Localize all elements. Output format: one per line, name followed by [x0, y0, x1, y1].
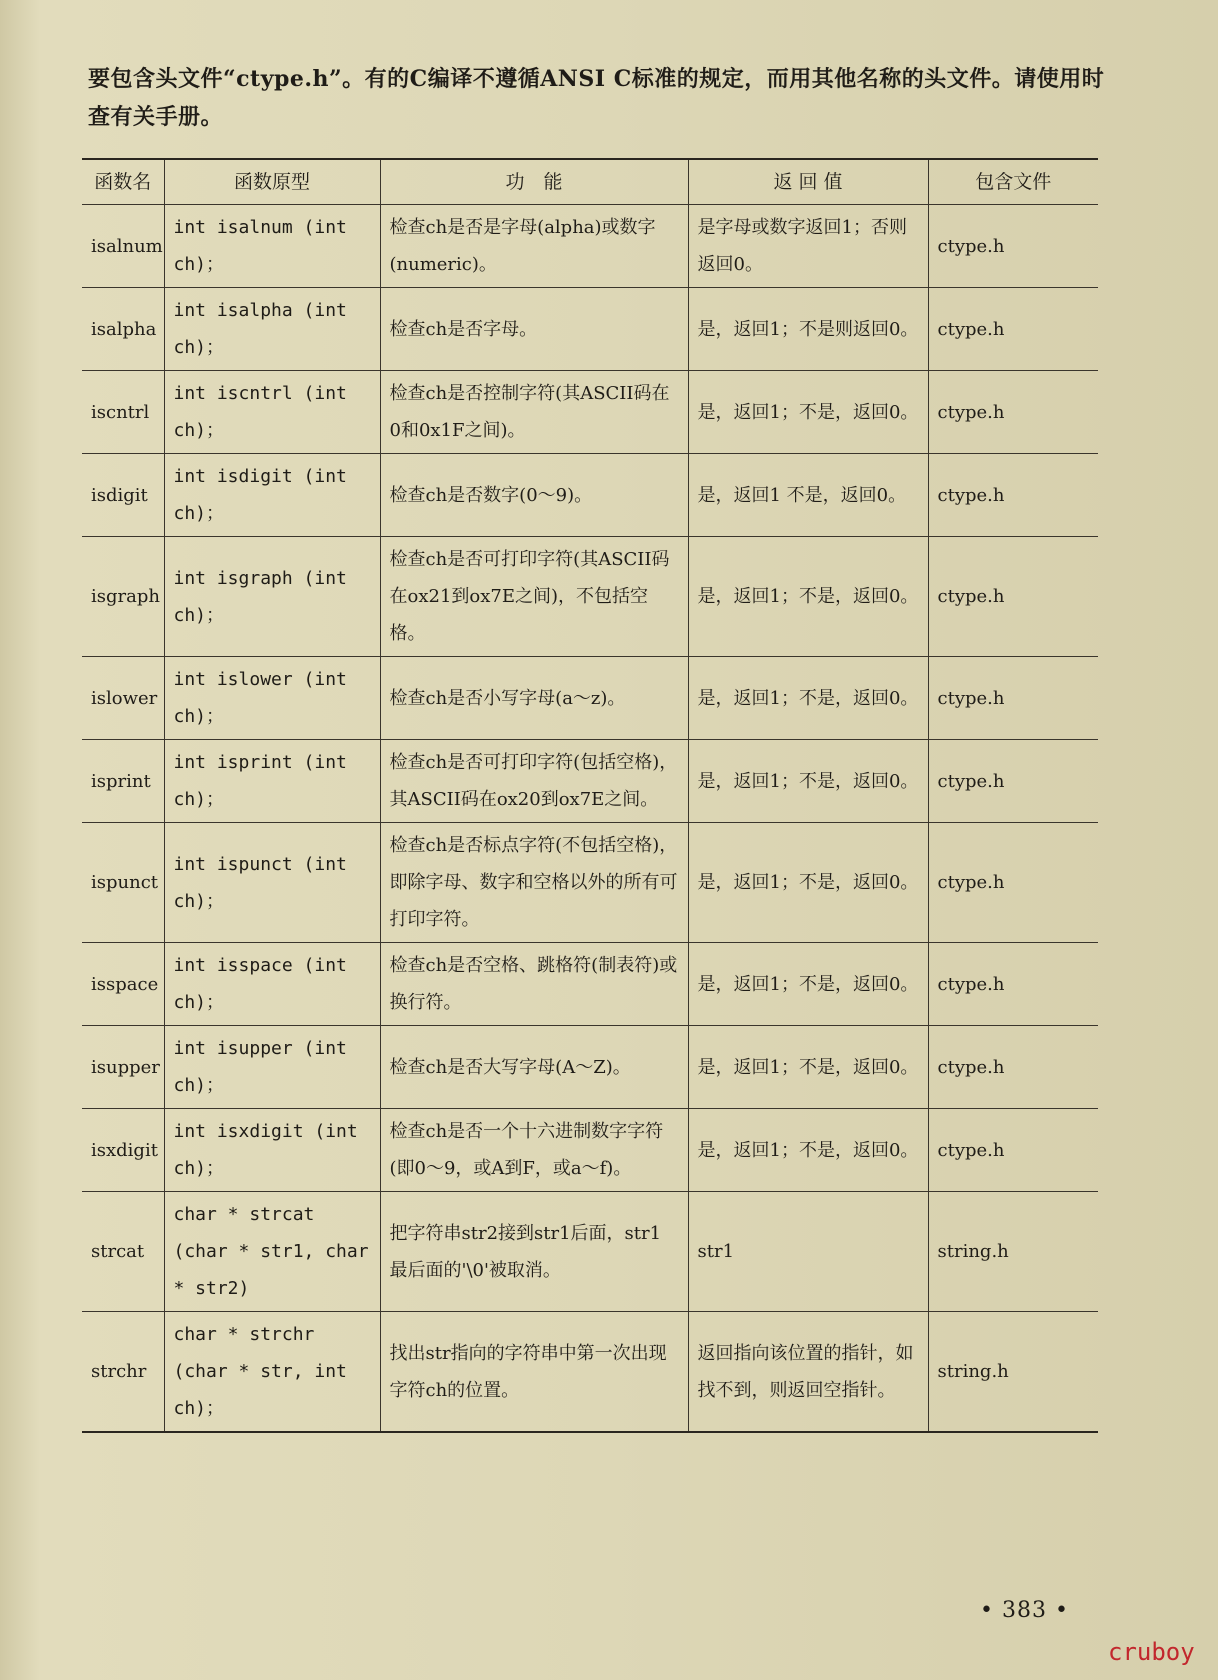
table-row [82, 943, 1098, 1026]
include-cell: ctype.h [928, 371, 1098, 454]
prototype-cell: int isgraph (int ch)； [164, 537, 380, 657]
return-cell: 是，返回1；不是，返回0。 [688, 371, 928, 454]
prototype-cell: int ispunct (int ch)； [164, 823, 380, 943]
return-cell: 是，返回1；不是，返回0。 [688, 823, 928, 943]
header-include: 包含文件 [928, 159, 1098, 205]
watermark: cruboy [1108, 1638, 1195, 1666]
table-row [82, 1109, 1098, 1192]
table-header-row [82, 159, 1098, 205]
description-cell: 检查ch是否小写字母(a～z)。 [380, 657, 688, 740]
include-cell: ctype.h [928, 288, 1098, 371]
prototype-cell: char * strcat (char * str1, char * str2) [164, 1192, 380, 1312]
description-cell: 检查ch是否字母。 [380, 288, 688, 371]
function-name-cell: isupper [82, 1026, 164, 1109]
return-cell: 是，返回1；不是，返回0。 [688, 943, 928, 1026]
prototype-cell: int isupper (int ch)； [164, 1026, 380, 1109]
include-cell: ctype.h [928, 205, 1098, 288]
return-cell: 是，返回1；不是，返回0。 [688, 1026, 928, 1109]
function-name-cell: strcat [82, 1192, 164, 1312]
function-name-cell: iscntrl [82, 371, 164, 454]
table-row [82, 205, 1098, 288]
function-name-cell: strchr [82, 1312, 164, 1433]
table-row [82, 537, 1098, 657]
function-name-cell: isdigit [82, 454, 164, 537]
header-function: 功 能 [380, 159, 688, 205]
function-name-cell: isalpha [82, 288, 164, 371]
function-table [82, 158, 1098, 1433]
description-cell: 检查ch是否控制字符(其ASCII码在0和0x1F之间)。 [380, 371, 688, 454]
include-cell: ctype.h [928, 1109, 1098, 1192]
description-cell: 把字符串str2接到str1后面，str1最后面的'\0'被取消。 [380, 1192, 688, 1312]
return-cell: 是，返回1；不是，返回0。 [688, 657, 928, 740]
table-row [82, 454, 1098, 537]
description-cell: 检查ch是否空格、跳格符(制表符)或换行符。 [380, 943, 688, 1026]
prototype-cell: int isxdigit (int ch)； [164, 1109, 380, 1192]
prototype-cell: int isprint (int ch)； [164, 740, 380, 823]
return-cell: 是，返回1；不是，返回0。 [688, 740, 928, 823]
function-name-cell: islower [82, 657, 164, 740]
return-cell: 是，返回1；不是，返回0。 [688, 537, 928, 657]
table-row [82, 371, 1098, 454]
return-cell: 是，返回1；不是，返回0。 [688, 1109, 928, 1192]
prototype-cell: int isspace (int ch)； [164, 943, 380, 1026]
header-return: 返 回 值 [688, 159, 928, 205]
description-cell: 检查ch是否是字母(alpha)或数字(numeric)。 [380, 205, 688, 288]
intro-paragraph: 要包含头文件“ctype.h”。有的C编译不遵循ANSI C标准的规定，而用其他名称的头文件。请使用时查有关手册。 [88, 66, 1105, 130]
description-cell: 检查ch是否大写字母(A～Z)。 [380, 1026, 688, 1109]
prototype-cell: char * strchr (char * str, int ch)； [164, 1312, 380, 1433]
description-cell: 检查ch是否标点字符(不包括空格)，即除字母、数字和空格以外的所有可打印字符。 [380, 823, 688, 943]
table-row [82, 657, 1098, 740]
header-prototype: 函数原型 [164, 159, 380, 205]
function-name-cell: isspace [82, 943, 164, 1026]
description-cell: 检查ch是否可打印字符(其ASCII码在ox21到ox7E之间)，不包括空格。 [380, 537, 688, 657]
table-row [82, 1192, 1098, 1312]
include-cell: string.h [928, 1312, 1098, 1433]
table-row [82, 1312, 1098, 1433]
header-function-name: 函数名 [82, 159, 164, 205]
return-cell: 是，返回1；不是则返回0。 [688, 288, 928, 371]
table-row [82, 740, 1098, 823]
include-cell: ctype.h [928, 1026, 1098, 1109]
prototype-cell: int isdigit (int ch)； [164, 454, 380, 537]
return-cell: str1 [688, 1192, 928, 1312]
return-cell: 是，返回1 不是，返回0。 [688, 454, 928, 537]
description-cell: 找出str指向的字符串中第一次出现字符ch的位置。 [380, 1312, 688, 1433]
page-number: • 383 • [980, 1598, 1069, 1623]
return-cell: 返回指向该位置的指针，如找不到，则返回空指针。 [688, 1312, 928, 1433]
description-cell: 检查ch是否数字(0～9)。 [380, 454, 688, 537]
include-cell: string.h [928, 1192, 1098, 1312]
include-cell: ctype.h [928, 823, 1098, 943]
include-cell: ctype.h [928, 740, 1098, 823]
include-cell: ctype.h [928, 943, 1098, 1026]
prototype-cell: int iscntrl (int ch)； [164, 371, 380, 454]
table-row [82, 1026, 1098, 1109]
prototype-cell: int isalnum (int ch)； [164, 205, 380, 288]
include-cell: ctype.h [928, 454, 1098, 537]
prototype-cell: int isalpha (int ch)； [164, 288, 380, 371]
function-name-cell: ispunct [82, 823, 164, 943]
table-row [82, 288, 1098, 371]
function-name-cell: isxdigit [82, 1109, 164, 1192]
prototype-cell: int islower (int ch)； [164, 657, 380, 740]
function-name-cell: isalnum [82, 205, 164, 288]
return-cell: 是字母或数字返回1；否则返回0。 [688, 205, 928, 288]
include-cell: ctype.h [928, 537, 1098, 657]
function-name-cell: isgraph [82, 537, 164, 657]
table-row [82, 823, 1098, 943]
description-cell: 检查ch是否可打印字符(包括空格)，其ASCII码在ox20到ox7E之间。 [380, 740, 688, 823]
include-cell: ctype.h [928, 657, 1098, 740]
function-name-cell: isprint [82, 740, 164, 823]
description-cell: 检查ch是否一个十六进制数字字符(即0～9，或A到F，或a～f)。 [380, 1109, 688, 1192]
